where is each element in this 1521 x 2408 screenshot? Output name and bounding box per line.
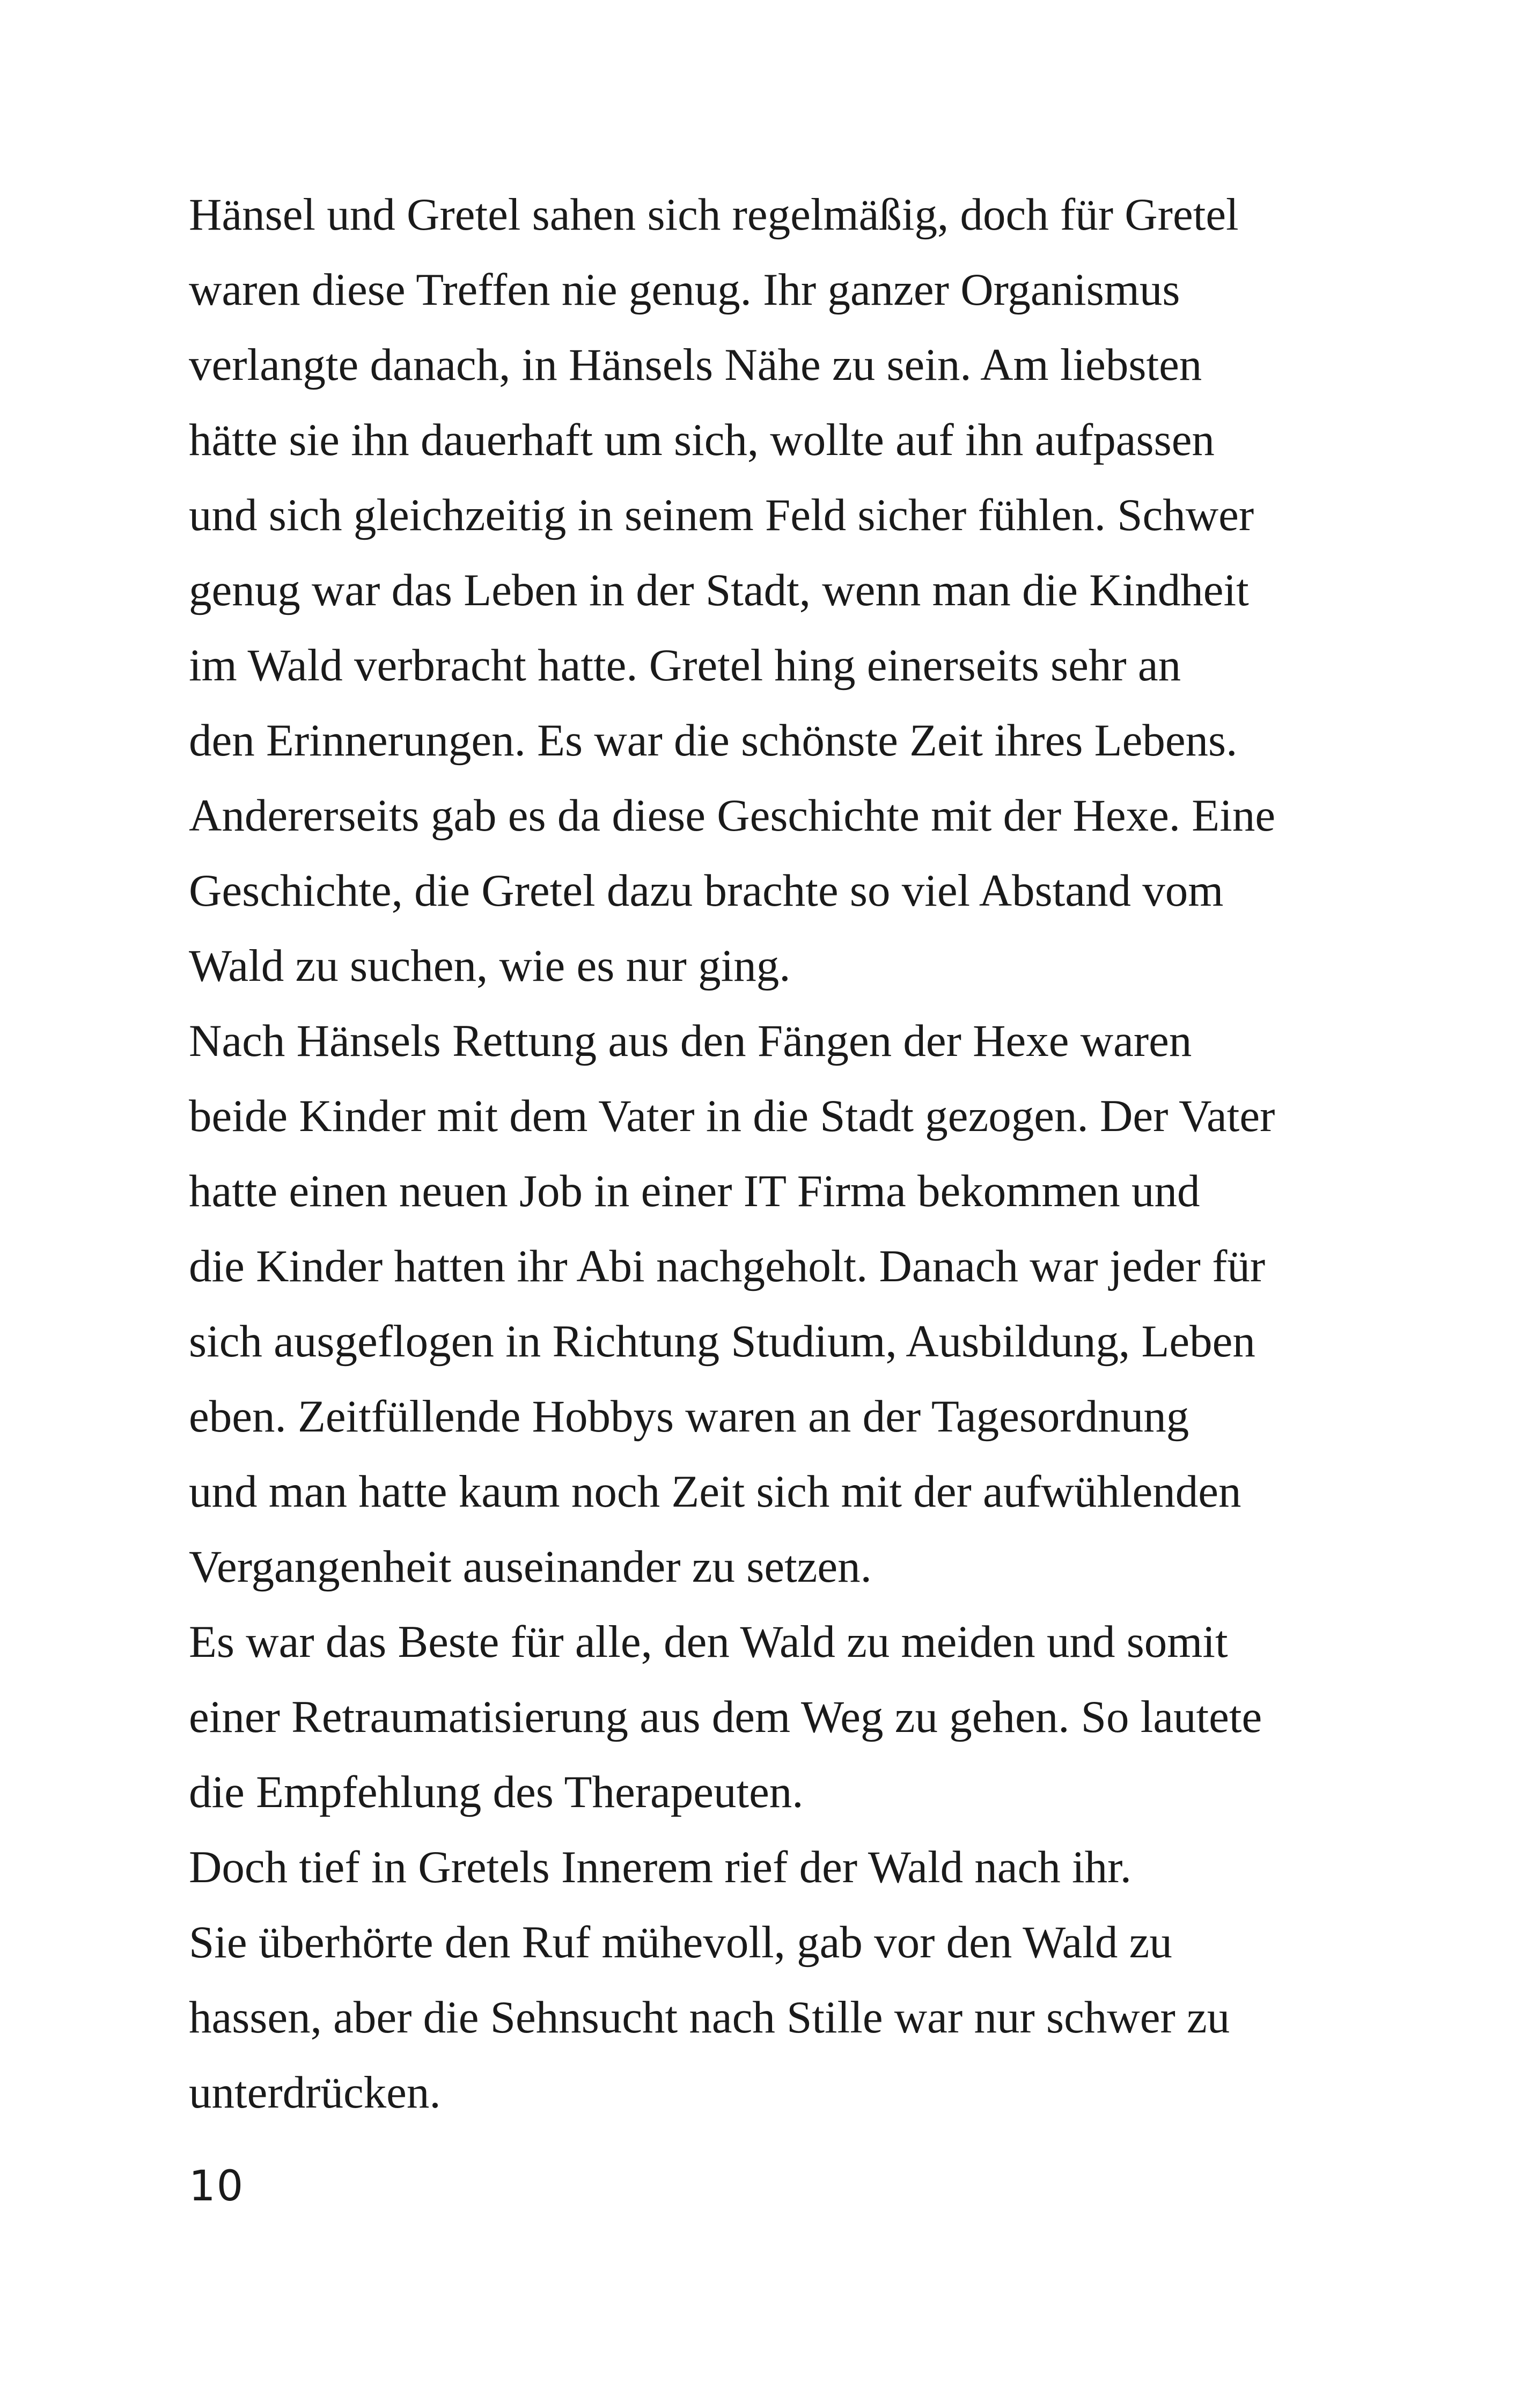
text-line: hätte sie ihn dauerhaft um sich, wollte auf ihn aufpassen bbox=[189, 415, 1215, 465]
text-line: im Wald verbracht hatte. Gretel hing einerseits sehr an bbox=[189, 640, 1181, 691]
text-line: verlangte danach, in Hänsels Nähe zu sein. Am liebsten bbox=[189, 340, 1202, 390]
text-line: einer Retraumatisierung aus dem Weg zu gehen. So lautete bbox=[189, 1692, 1262, 1742]
text-line: genug war das Leben in der Stadt, wenn man die Kindheit bbox=[189, 565, 1249, 615]
text-line: Sie überhörte den Ruf mühevoll, gab vor den Wald zu bbox=[189, 1917, 1172, 1967]
text-line: Es war das Beste für alle, den Wald zu meiden und somit bbox=[189, 1617, 1228, 1667]
text-line: beide Kinder mit dem Vater in die Stadt gezogen. Der Vater bbox=[189, 1091, 1275, 1141]
text-line: waren diese Treffen nie genug. Ihr ganzer Organismus bbox=[189, 265, 1180, 315]
text-line: den Erinnerungen. Es war die schönste Zeit ihres Lebens. bbox=[189, 715, 1238, 766]
body-text bbox=[189, 177, 1369, 2130]
text-line: und man hatte kaum noch Zeit sich mit der aufwühlenden bbox=[189, 1466, 1241, 1517]
text-line: unterdrücken. bbox=[189, 2067, 441, 2118]
text-line: die Empfehlung des Therapeuten. bbox=[189, 1767, 804, 1817]
page-number: 10 bbox=[189, 2162, 245, 2211]
text-line: die Kinder hatten ihr Abi nachgeholt. Danach war jeder für bbox=[189, 1241, 1266, 1291]
text-line: Vergangenheit auseinander zu setzen. bbox=[189, 1541, 872, 1592]
text-line: hassen, aber die Sehnsucht nach Stille war nur schwer zu bbox=[189, 1992, 1230, 2043]
text-line: Geschichte, die Gretel dazu brachte so viel Abstand vom bbox=[189, 865, 1224, 916]
text-line: Doch tief in Gretels Innerem rief der Wald nach ihr. bbox=[189, 1842, 1132, 1892]
text-line: und sich gleichzeitig in seinem Feld sicher fühlen. Schwer bbox=[189, 490, 1254, 540]
text-line: Andererseits gab es da diese Geschichte mit der Hexe. Eine bbox=[189, 790, 1276, 841]
text-line: Nach Hänsels Rettung aus den Fängen der Hexe waren bbox=[189, 1016, 1192, 1066]
text-line: Wald zu suchen, wie es nur ging. bbox=[189, 941, 791, 991]
text-line: sich ausgeflogen in Richtung Studium, Ausbildung, Leben bbox=[189, 1316, 1255, 1367]
text-line: hatte einen neuen Job in einer IT Firma bekommen und bbox=[189, 1166, 1200, 1216]
text-line: eben. Zeitfüllende Hobbys waren an der Tagesordnung bbox=[189, 1391, 1189, 1442]
text-line: Hänsel und Gretel sahen sich regelmäßig, doch für Gretel bbox=[189, 189, 1239, 240]
